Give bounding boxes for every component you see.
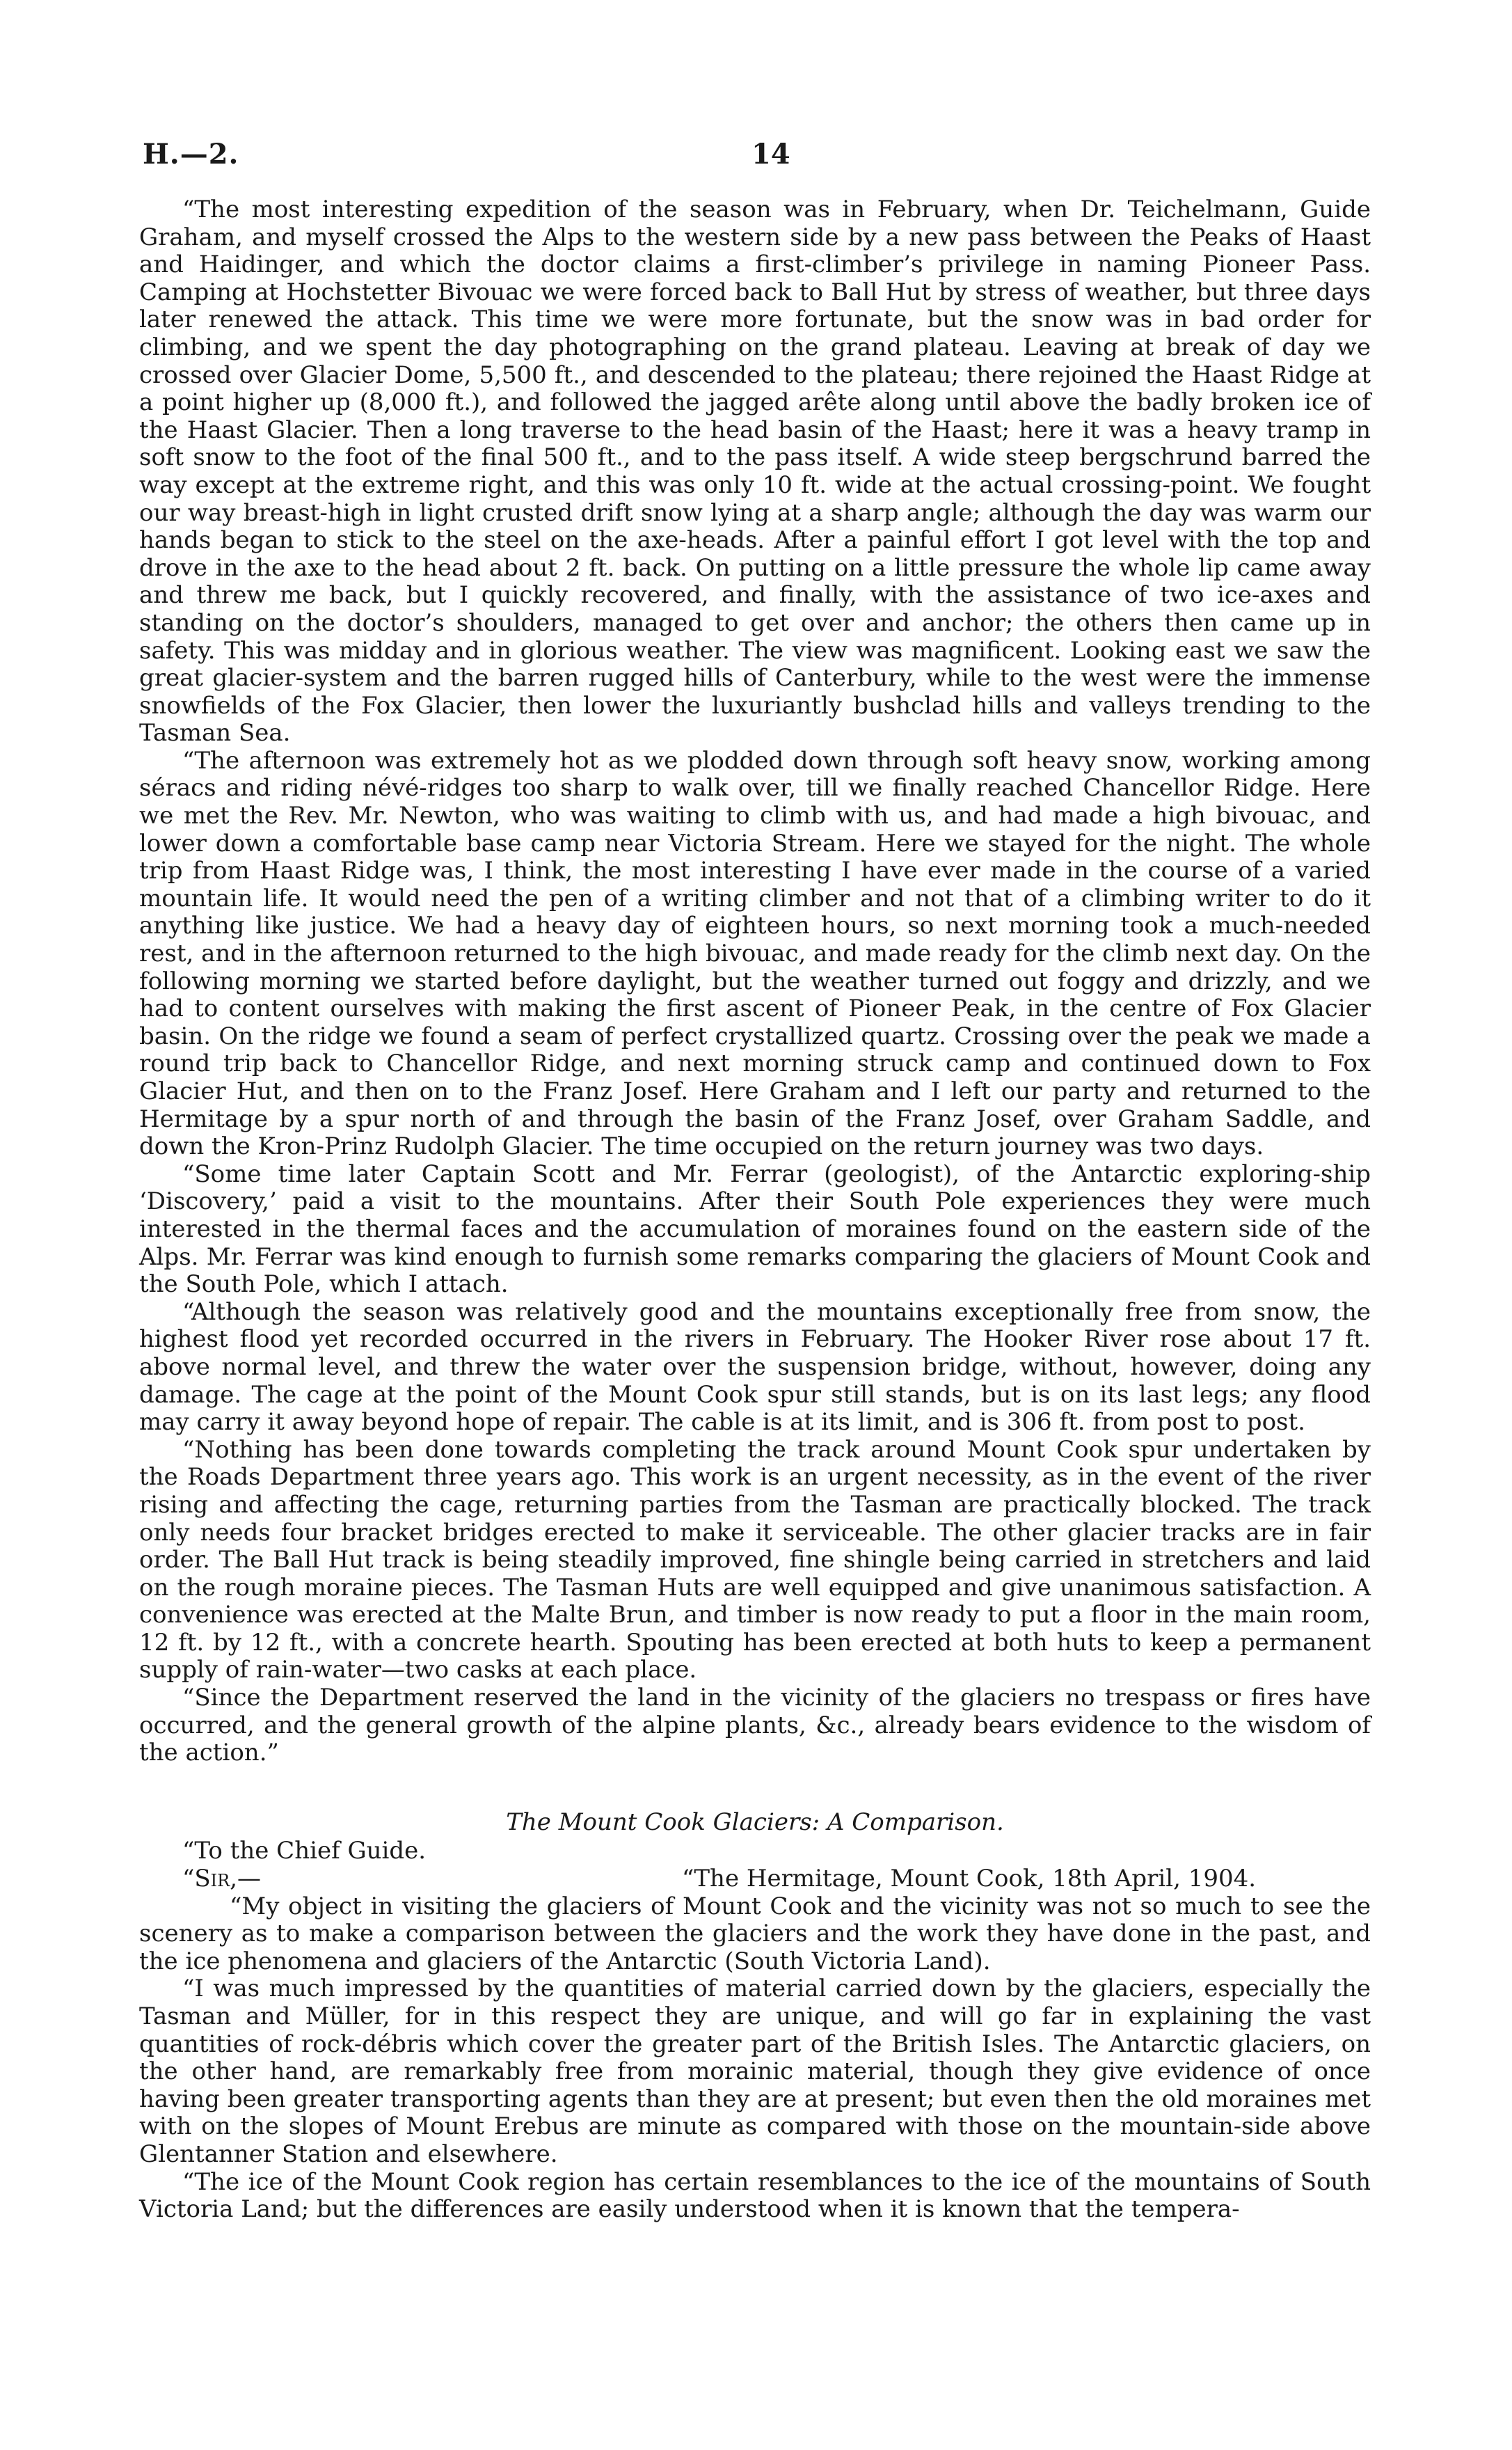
paragraph-captain-scott: “Some time later Captain Scott and Mr. Ferrar (geologist), of the Antarctic exploring-ship ‘Discovery,’ paid a visit to the mountains. After their South Pole experiences they were much interested in the thermal faces and the accumulation of moraines found on the eastern side of the Alps. Mr. Ferrar was kind enough to furnish some remarks comparing the glaciers of Mount Cook and the South Pole, which I attach. [139, 1160, 1371, 1299]
paragraph-material: “I was much impressed by the quantities of material carried down by the glaciers, especially the Tasman and Müller, for in this respect they are unique, and will go far in explaining the vast quantities of rock-débris which cover the greater part of the British Isles. The Antarctic glaciers, on the other hand, are remarkably free from morainic material, though they give evidence of once having been greater transporting agents than they are at present; but even then the old moraines met with on the slopes of Mount Erebus are minute as compared with those on the mountain-side above Glentanner Station and elsewhere. [139, 1975, 1371, 2168]
dateline: “The Hermitage, Mount Cook, 18th April, 1904. [682, 1865, 1257, 1893]
page-header [143, 138, 1367, 173]
paragraph-ice: “The ice of the Mount Cook region has certain resemblances to the ice of the mountains of South Victoria Land; but the differences are easily understood when it is known that the tempera- [139, 2167, 1371, 2224]
salutation: “Sir,— [182, 1865, 262, 1893]
paragraph-flood: “Although the season was relatively good and the mountains exceptionally free from snow, the highest flood yet recorded occurred in the rivers in February. The Hooker River rose about 17 ft. above normal level, and threw the water over the suspension bridge, without, however, doing any damage. The cage at the point of the Mount Cook spur still stands, but is on its last legs; any flood may carry it away beyond hope of repair. The cable is at its limit, and is 306 ft. from post to post. [139, 1297, 1371, 1437]
paragraph-object: “My object in visiting the glaciers of Mount Cook and the vicinity was not so much to see the scenery as to make a comparison between the glaciers and the work they have done in the past, and the ice phenomena and glaciers of the Antarctic (South Victoria Land). [139, 1892, 1371, 1975]
paragraph-trespass: “Since the Department reserved the land in the vicinity of the glaciers no trespass or fires have occurred, and the general growth of the alpine plants, &c., already bears evidence to the wisdom of the action.” [139, 1684, 1371, 1767]
document-reference: H.—2. [143, 138, 239, 171]
section-title: The Mount Cook Glaciers: A Comparison. [506, 1808, 1004, 1836]
salutation-row [139, 1865, 1371, 1893]
paragraph-track: “Nothing has been done towards completing the track around Mount Cook spur undertaken by the Roads Department three years ago. This work is an urgent necessity, as in the event of the river rising and affecting the cage, returning parties from the Tasman are practically blocked. The track only needs four bracket bridges erected to make it serviceable. The other glacier tracks are in fair order. The Ball Hut track is being steadily improved, fine shingle being carried in stretchers and laid on the rough moraine pieces. The Tasman Huts are well equipped and give unanimous satisfaction. A convenience was erected at the Malte Brun, and timber is now ready to put a floor in the main room, 12 ft. by 12 ft., with a concrete hearth. Spouting has been erected at both huts to keep a permanent supply of rain-water—two casks at each place. [139, 1435, 1371, 1684]
page-number: 14 [751, 138, 790, 171]
addressee: “To the Chief Guide. [182, 1837, 427, 1865]
paragraph-afternoon: “The afternoon was extremely hot as we plodded down through soft heavy snow, working among séracs and riding névé-ridges too sharp to walk over, till we finally reached Chancellor Ridge. Here we met the Rev. Mr. Newton, who was waiting to climb with us, and had made a high bivouac, and lower down a comfortable base camp near Victoria Stream. Here we stayed for the night. The whole trip from Haast Ridge was, I think, the most interesting I have ever made in the course of a varied mountain life. It would need the pen of a writing climber and not that of a climbing writer to do it anything like justice. We had a heavy day of eighteen hours, so next morning took a much-needed rest, and in the afternoon returned to the high bivouac, and made ready for the climb next day. On the following morning we started before daylight, but the weather turned out foggy and drizzly, and we had to content ourselves with making the first ascent of Pioneer Peak, in the centre of Fox Glacier basin. On the ridge we found a seam of perfect crystallized quartz. Crossing over the peak we made a round trip back to Chancellor Ridge, and next morning struck camp and continued down to Fox Glacier Hut, and then on to the Franz Josef. Here Graham and I left our party and returned to the Hermitage by a spur north of and through the basin of the Franz Josef, over Graham Saddle, and down the Kron-Prinz Rudolph Glacier. The time occupied on the return journey was two days. [139, 746, 1371, 1161]
page-body [139, 196, 1371, 2224]
paragraph-pioneer-pass: “The most interesting expedition of the season was in February, when Dr. Teichelmann, Guide Graham, and myself crossed the Alps to the western side by a new pass between the Peaks of Haast and Haidinger, and which the doctor claims a first-climber’s privilege in naming Pioneer Pass. Camping at Hochstetter Bivouac we were forced back to Ball Hut by stress of weather, but three days later renewed the attack. This time we were more fortunate, but the snow was in bad order for climbing, and we spent the day photographing on the grand plateau. Leaving at break of day we crossed over Glacier Dome, 5,500 ft., and descended to the plateau; there rejoined the Haast Ridge at a point higher up (8,000 ft.), and followed the jagged arête along until above the badly broken ice of the Haast Glacier. Then a long traverse to the head basin of the Haast; here it was a heavy tramp in soft snow to the foot of the final 500 ft., and to the pass itself. A wide steep bergschrund barred the way except at the extreme right, and this was only 10 ft. wide at the actual crossing-point. We fought our way breast-high in light crusted drift snow lying at a sharp angle; although the day was warm our hands began to stick to the steel on the axe-heads. After a painful effort I got level with the top and drove in the axe to the head about 2 ft. back. On putting on a little pressure the whole lip came away and threw me back, but I quickly recovered, and finally, with the assistance of two ice-axes and standing on the doctor’s shoulders, managed to get over and anchor; the others then came up in safety. This was midday and in glorious weather. The view was magnificent. Looking east we saw the great glacier-system and the barren rugged hills of Canterbury, while to the west were the immense snowfields of the Fox Glacier, then lower the luxuriantly bushclad hills and valleys trending to the Tasman Sea. [139, 196, 1371, 748]
